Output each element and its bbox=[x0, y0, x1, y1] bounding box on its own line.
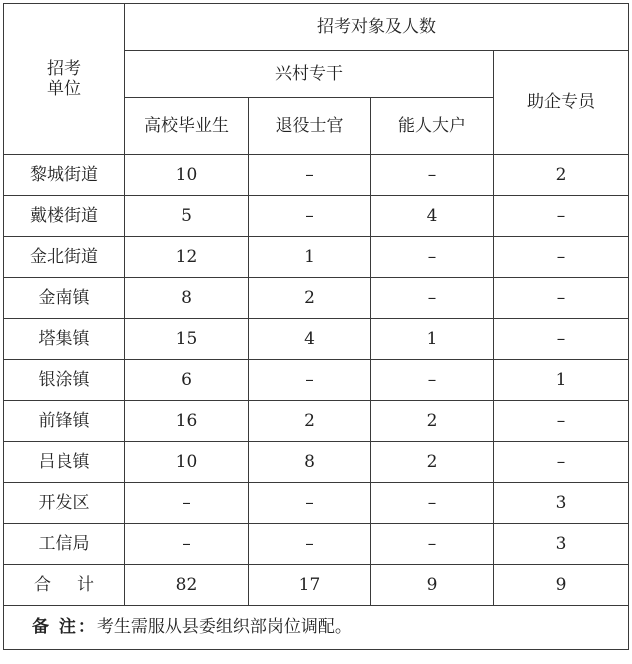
count-cell: – bbox=[371, 237, 494, 278]
count-cell: – bbox=[494, 401, 629, 442]
table-row bbox=[4, 319, 629, 360]
table-body bbox=[4, 155, 629, 565]
count-cell: – bbox=[249, 524, 371, 565]
unit-name-cell: 银涂镇 bbox=[4, 360, 125, 401]
count-cell: 4 bbox=[249, 319, 371, 360]
count-cell: – bbox=[125, 483, 249, 524]
total-cell: 9 bbox=[371, 565, 494, 606]
note-label: 备 注： bbox=[32, 617, 97, 638]
count-cell: 3 bbox=[494, 524, 629, 565]
total-cell: 17 bbox=[249, 565, 371, 606]
count-cell: 1 bbox=[371, 319, 494, 360]
total-label-text: 合计 bbox=[34, 574, 120, 595]
unit-name-cell: 开发区 bbox=[4, 483, 125, 524]
count-cell: – bbox=[249, 360, 371, 401]
recruitment-table-container bbox=[3, 3, 629, 650]
last-col-header: 助企专员 bbox=[494, 51, 629, 155]
col-header-graduates: 高校毕业生 bbox=[125, 98, 249, 155]
count-cell: – bbox=[125, 524, 249, 565]
count-cell: – bbox=[371, 483, 494, 524]
unit-name-cell: 金北街道 bbox=[4, 237, 125, 278]
table-row bbox=[4, 278, 629, 319]
table-row bbox=[4, 196, 629, 237]
count-cell: – bbox=[494, 319, 629, 360]
unit-name-cell: 前锋镇 bbox=[4, 401, 125, 442]
unit-name-cell: 戴楼街道 bbox=[4, 196, 125, 237]
count-cell: 6 bbox=[125, 360, 249, 401]
count-cell: 5 bbox=[125, 196, 249, 237]
note-text: 考生需服从县委组织部岗位调配。 bbox=[96, 617, 352, 638]
unit-name-cell: 黎城街道 bbox=[4, 155, 125, 196]
table-row bbox=[4, 442, 629, 483]
total-cell: 82 bbox=[125, 565, 249, 606]
count-cell: 10 bbox=[125, 155, 249, 196]
unit-header-line1: 招考 bbox=[47, 58, 81, 79]
unit-name-cell: 工信局 bbox=[4, 524, 125, 565]
col-header-veterans: 退役士官 bbox=[249, 98, 371, 155]
unit-header bbox=[4, 4, 125, 155]
count-cell: – bbox=[371, 524, 494, 565]
count-cell: 12 bbox=[125, 237, 249, 278]
count-cell: 2 bbox=[371, 442, 494, 483]
count-cell: – bbox=[494, 278, 629, 319]
note-cell bbox=[4, 606, 629, 650]
top-group-header: 招考对象及人数 bbox=[125, 4, 629, 51]
table-row bbox=[4, 237, 629, 278]
table-row bbox=[4, 483, 629, 524]
count-cell: 10 bbox=[125, 442, 249, 483]
count-cell: 8 bbox=[125, 278, 249, 319]
count-cell: 2 bbox=[494, 155, 629, 196]
count-cell: 15 bbox=[125, 319, 249, 360]
count-cell: – bbox=[249, 483, 371, 524]
count-cell: – bbox=[494, 237, 629, 278]
count-cell: – bbox=[371, 278, 494, 319]
unit-name-cell: 塔集镇 bbox=[4, 319, 125, 360]
count-cell: 1 bbox=[249, 237, 371, 278]
count-cell: 1 bbox=[494, 360, 629, 401]
count-cell: 3 bbox=[494, 483, 629, 524]
count-cell: – bbox=[371, 155, 494, 196]
count-cell: – bbox=[494, 442, 629, 483]
count-cell: – bbox=[249, 155, 371, 196]
header-row-1 bbox=[4, 4, 629, 51]
total-cell: 9 bbox=[494, 565, 629, 606]
table-row bbox=[4, 155, 629, 196]
count-cell: 8 bbox=[249, 442, 371, 483]
col-header-capable: 能人大户 bbox=[371, 98, 494, 155]
count-cell: 2 bbox=[249, 401, 371, 442]
count-cell: 4 bbox=[371, 196, 494, 237]
unit-header-line2: 单位 bbox=[47, 79, 81, 99]
unit-name-cell: 吕良镇 bbox=[4, 442, 125, 483]
unit-name-cell: 金南镇 bbox=[4, 278, 125, 319]
count-cell: 16 bbox=[125, 401, 249, 442]
table-row bbox=[4, 401, 629, 442]
table-row bbox=[4, 360, 629, 401]
total-label bbox=[4, 565, 125, 606]
table-row bbox=[4, 524, 629, 565]
note-row bbox=[4, 606, 629, 650]
count-cell: 2 bbox=[249, 278, 371, 319]
total-row bbox=[4, 565, 629, 606]
count-cell: – bbox=[371, 360, 494, 401]
count-cell: – bbox=[249, 196, 371, 237]
count-cell: – bbox=[494, 196, 629, 237]
recruitment-table bbox=[3, 3, 629, 650]
count-cell: 2 bbox=[371, 401, 494, 442]
sub-group-header: 兴村专干 bbox=[125, 51, 494, 98]
